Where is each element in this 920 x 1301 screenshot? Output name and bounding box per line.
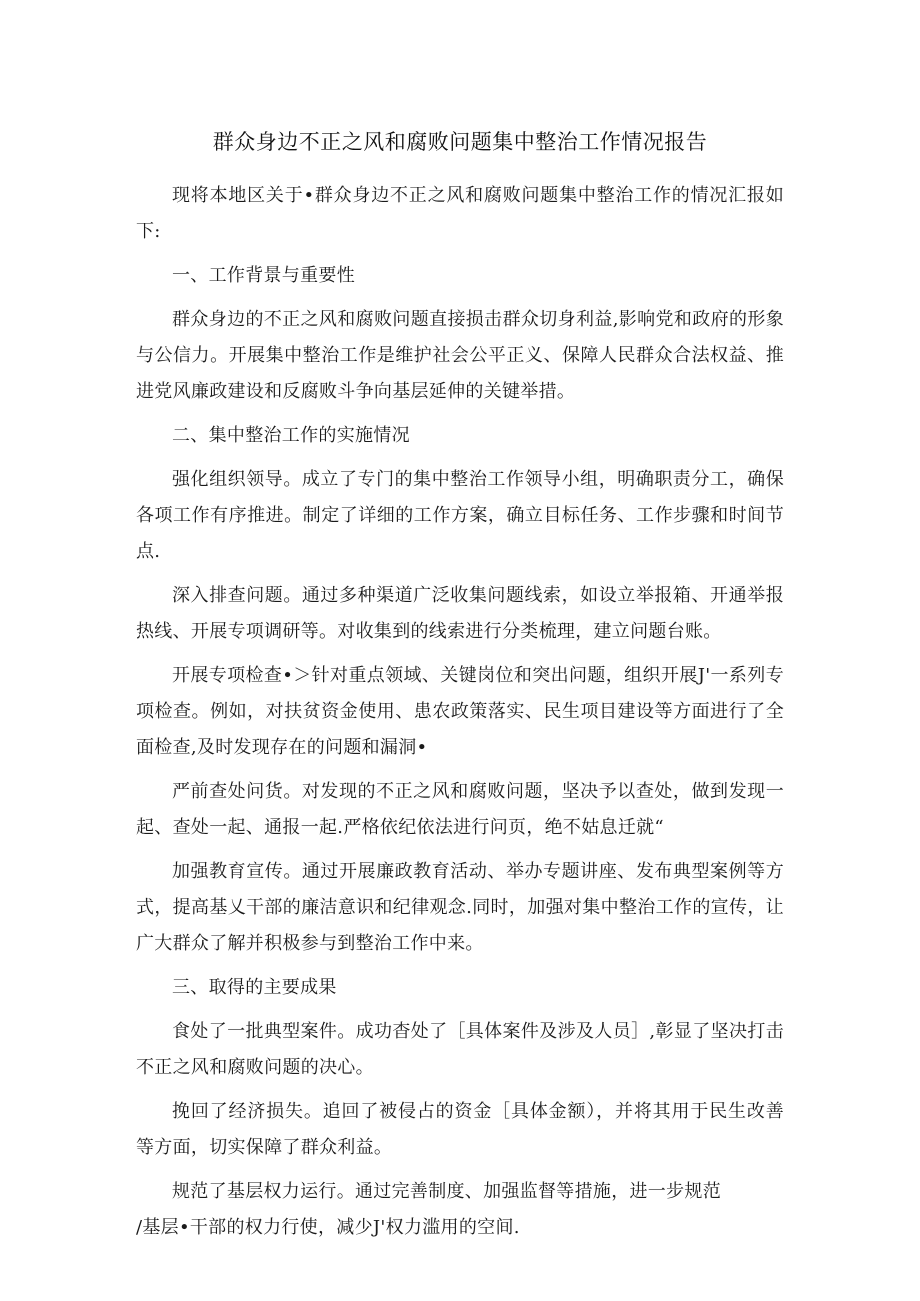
- paragraph-power-regulation-line1: 规范了基层权力运行。通过完善制度、加强监督等措施，进一步规范: [172, 1181, 721, 1202]
- document-title: 群众身边不正之风和腐败问题集中整治工作情况报告: [212, 130, 708, 154]
- paragraph-punishment: 严前查处问货。对发现的不正之风和腐败问题，坚决予以查处，做到发现一起、查处一起、通报一起.严格依纪依法进行问页，绝不姑息迁就“: [136, 781, 784, 838]
- paragraph-background: 群众身边的不正之风和腐败问题直接损击群众切身利益,影响党和政府的形象与公信力。开展集中整治工作是维护社会公平正义、保障人民群众合法权益、推进党风廉政建设和反腐败斗争向基层延伸的关键举措。: [136, 309, 784, 402]
- paragraph-power-regulation-line2: /基层•干部的权力行使，减少J'权力滥用的空间.: [136, 1217, 520, 1238]
- paragraph-cases: 食处了一批典型案件。成功杳处了［具体案件及涉及人员］,彰显了坚决打击不正之风和腐败问题的决心。: [136, 1021, 784, 1078]
- paragraph-education: 加强教育宣传。通过开展廉政教育活动、举办专题讲座、发布典型案例等方式，提高基乂干部的廉洁意识和纪律观念.同时，加强对集中整治工作的宣传，让广大群众了解并积极参与到整治工作中来。: [136, 861, 784, 954]
- section-heading-implementation: 二、集中整治工作的实施情况: [172, 425, 410, 446]
- paragraph-organization: 强化组织领导。成立了专门的集中整治工作领导小组，明确职责分工，确保各项工作有序推进。制定了详细的工作方案，确立目标任务、工作步骤和时间节点.: [136, 469, 784, 562]
- intro-paragraph: 现将本地区关于•群众身边不正之风和腐败问题集中整治工作的情况汇报如下:: [136, 185, 784, 242]
- paragraph-losses: 挽回了经济损失。追回了被侵占的资金［具体金额），并将其用于民生改善等方面，切实保障了群众利益。: [136, 1101, 784, 1158]
- paragraph-special-inspection: 开展专项检查•＞针对重点领域、关键岗位和突出问题，组织开展J'一系列专项检查。例如，对扶贫资金使用、患农政策落实、民生项目建设等方面进行了全面检查,及时发现存在的问题和漏洞•: [136, 665, 784, 758]
- section-heading-background: 一、工作背景与重要性: [172, 265, 355, 286]
- paragraph-investigation: 深入排查问题。通过多种渠道广泛收集问题线索，如设立举报箱、开通举报热线、开展专项调研等。对收集到的线索进行分类梳理，建立问题台账。: [136, 585, 784, 642]
- paragraph-power-regulation: [136, 1174, 784, 1246]
- section-heading-results: 三、取得的主要成果: [172, 977, 337, 998]
